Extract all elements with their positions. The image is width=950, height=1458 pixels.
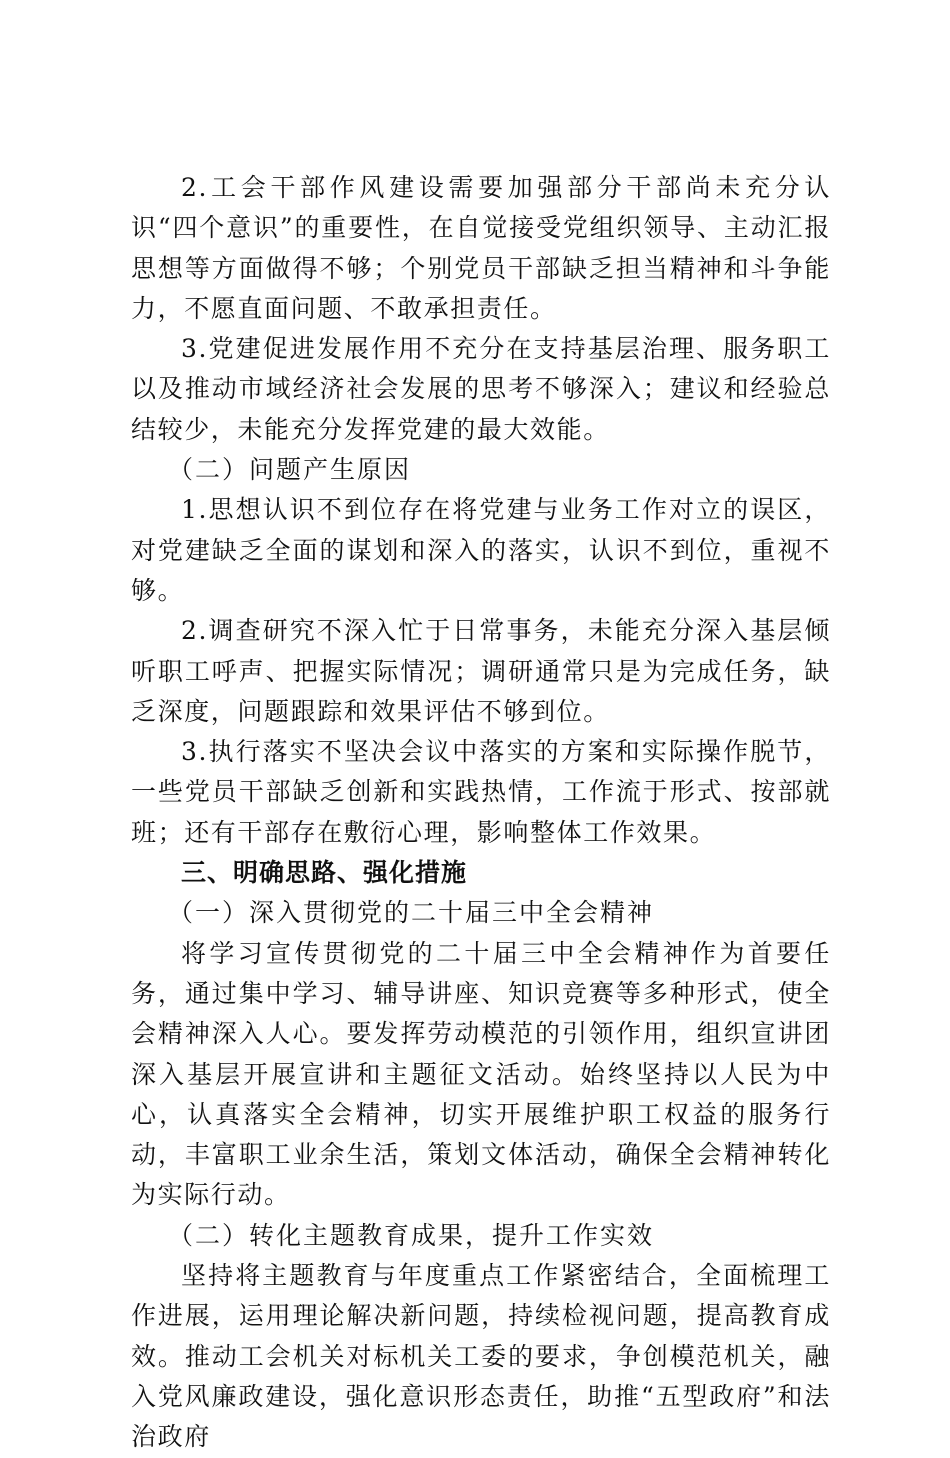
paragraph-plenary-spirit: 将学习宣传贯彻党的二十届三中全会精神作为首要任务，通过集中学习、辅导讲座、知识竞赛等多种形式，使全会精神深入人心。要发挥劳动模范的引领作用，组织宣讲团深入基层开展宣讲和主题征文活动。始终坚持以人民为中心，认真落实全会精神，切实开展维护职工权益的服务行动，丰富职工业余生活，策划文体活动，确保全会精神转化为实际行动。: [131, 938, 831, 1210]
paragraph-investigation-research: 2.调查研究不深入忙于日常事务，未能充分深入基层倾听职工呼声、把握实际情况；调研通常只是为完成任务，缺乏深度，问题跟踪和效果评估不够到位。: [131, 616, 831, 726]
document-body: [131, 168, 831, 1458]
paragraph-ideological-awareness: 1.思想认识不到位存在将党建与业务工作对立的误区，对党建缺乏全面的谋划和深入的落实，认识不到位，重视不够。: [131, 495, 831, 605]
paragraph-party-building-role: 3.党建促进发展作用不充分在支持基层治理、服务职工以及推动市域经济社会发展的思考不够深入；建议和经验总结较少，未能充分发挥党建的最大效能。: [131, 334, 831, 444]
subheading-plenary-spirit: （一）深入贯彻党的二十届三中全会精神: [168, 898, 655, 928]
paragraph-education-results: 坚持将主题教育与年度重点工作紧密结合，全面梳理工作进展，运用理论解决新问题，持续检视问题，提高教育成效。推动工会机关对标机关工委的要求，争创模范机关，融入党风廉政建设，强化意识形态责任，助推“五型政府”和法治政府: [131, 1261, 831, 1452]
section-heading-measures: 三、明确思路、强化措施: [181, 858, 468, 888]
paragraph-execution: 3.执行落实不坚决会议中落实的方案和实际操作脱节，一些党员干部缺乏创新和实践热情，工作流于形式、按部就班；还有干部存在敷衍心理，影响整体工作效果。: [131, 737, 831, 847]
subheading-education-results: （二）转化主题教育成果，提升工作实效: [168, 1220, 655, 1250]
subheading-problem-causes: （二）问题产生原因: [168, 455, 412, 485]
paragraph-cadre-work-style: 2.工会干部作风建设需要加强部分干部尚未充分认识“四个意识”的重要性，在自觉接受党组织领导、主动汇报思想等方面做得不够；个别党员干部缺乏担当精神和斗争能力，不愿直面问题、不敢承担责任。: [131, 173, 831, 323]
